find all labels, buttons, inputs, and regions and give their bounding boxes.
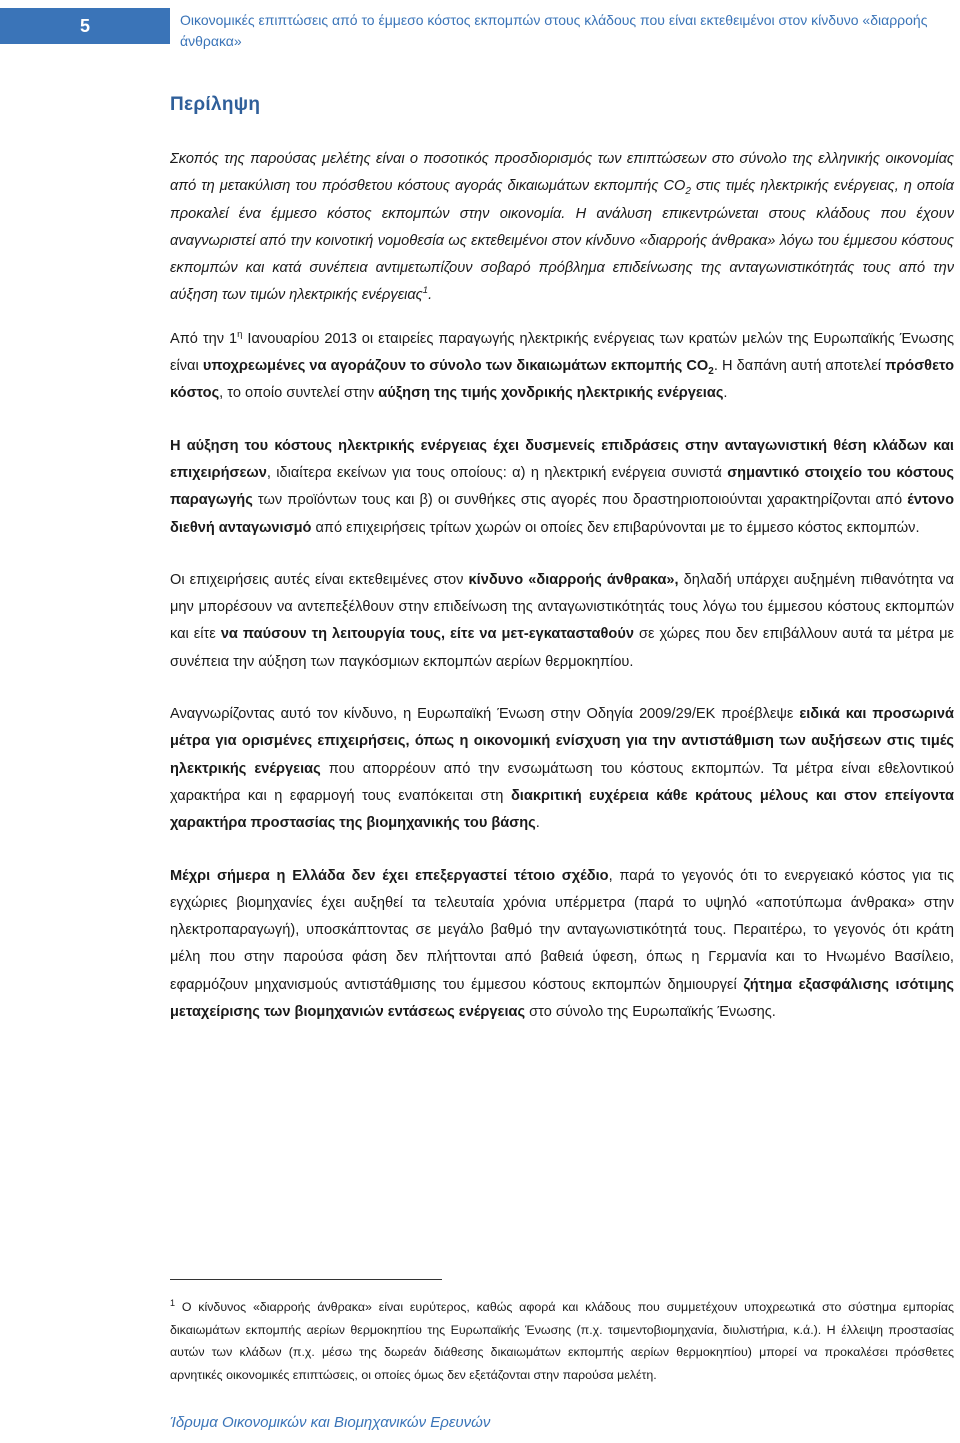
text-run: , το οποίο συντελεί στην xyxy=(219,385,379,402)
footnote-text: Ο κίνδυνος «διαρροής άνθρακα» είναι ευρύτερος, καθώς αφορά και κλάδους που συμμετέχουν υποχρεωτικά στο σύστημα εμπορίας δικαιωμάτων εκπομπής αερίων θερμοκηπίου της Ευρωπαϊκής Ένωσης (π.χ. τσιμεντοβιομηχανία, διυλιστήρια, κ.ά.). Η έλλειψη προστασίας αυτών των κλάδων (π.χ. μέσω της δωρεάν διάθεσης δικαιωμάτων εκπομπής αερίων θερμοκηπίου) μπορεί να προκαλέσει πρόσθετες αρνητικές οικονομικές επιπτώσεις, οι οποίες όμως δεν εξετάζονται στην παρούσα μελέτη. xyxy=(170,1300,954,1382)
page-footer-organization: Ίδρυμα Οικονομικών και Βιομηχανικών Ερευνών xyxy=(170,1414,491,1431)
footnote xyxy=(170,1296,954,1386)
footnote-mark: 1 xyxy=(170,1297,176,1308)
text-run: δηλαδή υπάρχει αυξημένη πιθανότητα να μην μπορέσουν να αντεπεξέλθουν στην επιδείνωση της ανταγωνιστικότητάς τους λόγω του έμμεσου κόστους εκπομπών και είτε xyxy=(170,571,954,643)
text-run: . Η δαπάνη αυτή αποτελεί xyxy=(713,358,886,375)
superscript: η xyxy=(237,328,243,340)
bold-run: έντονο διεθνή ανταγωνισμό xyxy=(170,492,954,536)
text-run: Από την 1 xyxy=(170,330,238,347)
page-number: 5 xyxy=(79,15,90,36)
subscript: 2 xyxy=(685,186,691,198)
paragraph-greece xyxy=(170,863,954,1027)
text-run: από επιχειρήσεις τρίτων χωρών οι οποίες δεν επιβαρύνονται με το έμμεσο κόστος εκπομπών. xyxy=(311,519,920,536)
bold-run: ειδικά και προσωρινά μέτρα για ορισμένες επιχειρήσεις, όπως η οικονομική ενίσχυση για την αντιστάθμιση των αυξήσεων στις τιμές ηλεκτρικής ενέργειας xyxy=(170,706,954,777)
text-run: Αναγνωρίζοντας αυτό τον κίνδυνο, η Ευρωπαϊκή Ένωση στην Οδηγία 2009/29/ΕΚ προέβλεψε xyxy=(170,706,800,723)
text-run: Οι επιχειρήσεις αυτές είναι εκτεθειμένες στον xyxy=(170,571,469,588)
paragraph-carbon-leakage xyxy=(170,567,954,676)
subscript: 2 xyxy=(708,365,714,377)
text-run: στις τιμές ηλεκτρικής ενέργειας, η οποία προκαλεί ένα έμμεσο κόστος εκπομπών στην οικονομία. Η ανάλυση επικεντρώνεται στους κλάδους που έχουν αναγνωριστεί από την κοινοτική νομοθεσία ως εκτεθειμένοι στον κίνδυνο «διαρροής άνθρακα» λόγω του έμμεσου κόστους εκπομπών και κατά συνέπεια αντιμετωπίζουν σοβαρό πρόβλημα επιδείνωσης της ανταγωνιστικότητάς τους από την αύξηση των τιμών ηλεκτρικής ενέργειας xyxy=(170,178,955,304)
bold-run: πρόσθετο κόστος xyxy=(170,358,955,402)
bold-run: διακριτική ευχέρεια κάθε κράτους μέλους και στον επείγοντα χαρακτήρα προστασίας της βιομηχανικής του βάσης xyxy=(170,787,954,832)
bold-run: ζήτημα εξασφάλισης ισότιμης μεταχείρισης των βιομηχανιών εντάσεως ενέργειας xyxy=(170,976,954,1021)
bold-run: να παύσουν τη λειτουργία τους, είτε να μετ-εγκατασταθούν xyxy=(220,626,634,643)
bold-run: Η αύξηση του κόστους ηλεκτρικής ενέργειας έχει δυσμενείς επιδράσεις στην ανταγωνιστική θέση κλάδων και επιχειρήσεων xyxy=(170,437,954,481)
paragraph-effects xyxy=(170,433,954,542)
text-run: , ιδιαίτερα εκείνων για τους οποίους: α) η ηλεκτρική ενέργεια συνιστά xyxy=(266,464,728,481)
footnote-separator xyxy=(170,1279,442,1280)
paragraph-obligation xyxy=(170,326,954,408)
bold-run: σημαντικό στοιχείο του κόστους παραγωγής xyxy=(170,464,954,509)
running-header-title: Οικονομικές επιπτώσεις από το έμμεσο κόστος εκπομπών στους κλάδους που είναι εκτεθειμένοι στον κίνδυνο «διαρροής άνθρακα» xyxy=(180,12,928,49)
bold-run: υποχρεωμένες να αγοράζουν το σύνολο των δικαιωμάτων εκπομπής CO xyxy=(202,358,709,375)
footnote-reference[interactable]: 1 xyxy=(422,285,429,297)
bold-run: κίνδυνο «διαρροής άνθρακα», xyxy=(468,571,679,588)
text-run: , παρά το γεγονός ότι το ενεργειακό κόστος για τις εγχώριες βιομηχανίες έχει αυξηθεί τα τελευταία χρόνια υπέρμετρα (παρά το υψηλό «αποτύπωμα άνθρακα» στην ηλεκτροπαραγωγή), υποσκάπτοντας σε μεγάλο βαθμό την ανταγωνιστικότητά τους. Περαιτέρω, το γεγονός ότι κράτη μέλη που στην παρούσα φάση δεν πλήττονται από βαθειά ύφεση, όπως η Γερμανία και το Ηνωμένο Βασίλειο, εφαρμόζουν μηχανισμούς αντιστάθμισης του έμμεσου κόστους εκπομπών δημιουργεί xyxy=(170,867,954,993)
bold-run: Μέχρι σήμερα η Ελλάδα δεν έχει επεξεργαστεί τέτοιο σχέδιο xyxy=(170,867,609,884)
intro-paragraph xyxy=(170,146,954,310)
text-run: των προϊόντων τους και β) οι συνθήκες στις αγορές που δραστηριοποιούνται χαρακτηρίζονται από xyxy=(252,492,908,509)
text-run: σε χώρες που δεν επιβάλλουν αυτά τα μέτρα με συνέπεια την αύξηση των παγκόσμιων εκπομπών αερίων θερμοκηπίου. xyxy=(170,626,954,670)
bold-run: αύξηση της τιμής χονδρικής ηλεκτρικής ενέργειας xyxy=(378,385,724,402)
document-body xyxy=(170,146,954,1051)
text-run: . xyxy=(535,815,540,832)
text-run: που απορρέουν από την ενσωμάτωση του κόστους εκπομπών. Τα μέτρα είναι εθελοντικού χαρακτήρα και η εφαρμογή τους εναπόκειται στη xyxy=(170,760,954,804)
page-header xyxy=(0,0,960,60)
paragraph-eu-directive xyxy=(170,701,954,837)
text-run: Ιανουαρίου 2013 οι εταιρείες παραγωγής ηλεκτρικής ενέργειας των κρατών μελών της Ευρωπαϊκής Ένωσης είναι xyxy=(170,330,955,375)
text-run: Σκοπός της παρούσας μελέτης είναι ο ποσοτικός προσδιορισμός των επιπτώσεων στο σύνολο της ελληνικής οικονομίας από τη μετακύλιση του πρόσθετου κόστους αγοράς δικαιωμάτων εκπομπής CO xyxy=(170,151,954,195)
section-heading: Περίληψη xyxy=(170,94,261,115)
text-run: στο σύνολο της Ευρωπαϊκής Ένωσης. xyxy=(525,1004,776,1021)
page-number-badge xyxy=(0,8,170,44)
text-run: . xyxy=(723,385,728,402)
text-run: . xyxy=(428,287,433,304)
